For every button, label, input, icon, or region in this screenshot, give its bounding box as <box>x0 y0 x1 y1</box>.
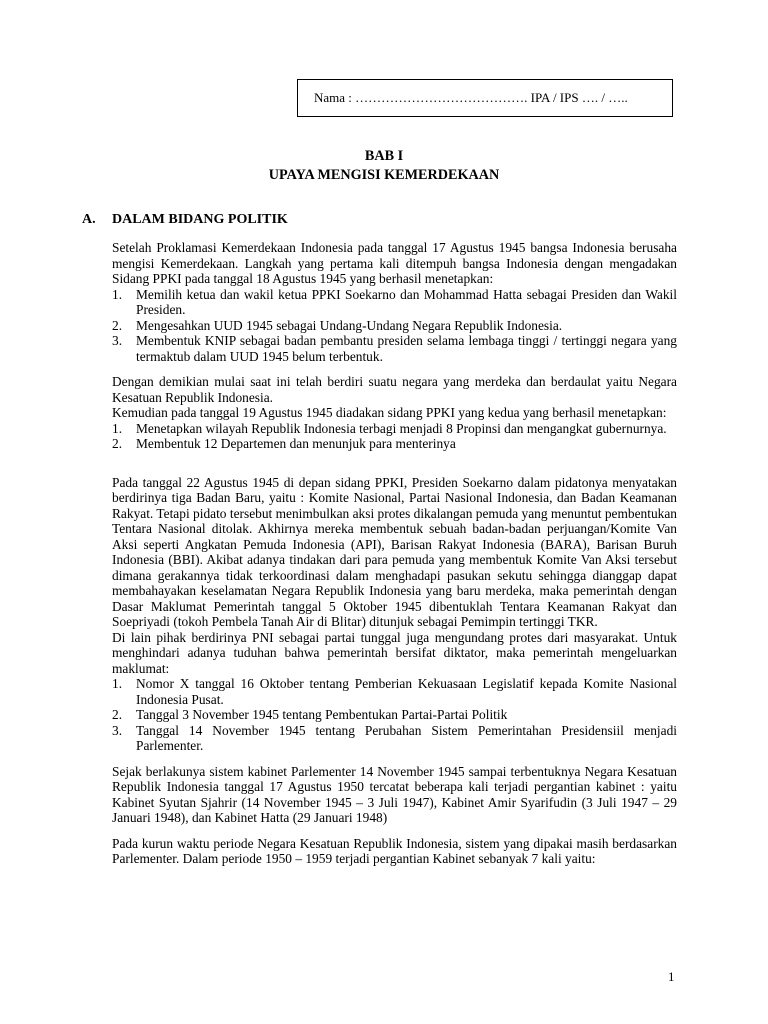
list-item-text: Nomor X tanggal 16 Oktober tentang Pemberian Kekuasaan Legislatif kepada Komite Nasional Indonesia Pusat. <box>136 676 677 707</box>
list-number: 2. <box>112 317 123 333</box>
list-number: 2. <box>112 436 123 451</box>
list-item <box>112 707 677 723</box>
list-item-text: Tanggal 3 November 1945 tentang Pembentukan Partai-Partai Politik <box>136 707 508 722</box>
numbered-list <box>112 287 677 365</box>
paragraph: Dengan demikian mulai saat ini telah berdiri suatu negara yang merdeka dan berdaulat yaitu Negara Kesatuan Republik Indonesia. <box>112 374 677 405</box>
paragraph: Pada kurun waktu periode Negara Kesatuan Republik Indonesia, sistem yang dipakai masih berdasarkan Parlementer. Dalam periode 1950 – 1959 terjadi pergantian Kabinet sebanyak 7 kali yaitu: <box>112 835 677 866</box>
list-item <box>112 287 677 318</box>
list-item <box>112 676 677 707</box>
numbered-list <box>112 421 677 452</box>
student-name-box <box>297 79 673 117</box>
student-name-field: Nama : …………………………………. IPA / IPS …. / ….. <box>314 90 628 106</box>
list-number: 3. <box>112 722 123 738</box>
list-item-text: Tanggal 14 November 1945 tentang Perubahan Sistem Pemerintahan Presidensiil menjadi Parlementer. <box>136 722 677 753</box>
list-number: 1. <box>112 676 123 691</box>
list-number: 2. <box>112 707 123 722</box>
numbered-list <box>112 676 677 754</box>
list-number: 1. <box>112 286 123 302</box>
list-item <box>112 723 677 754</box>
section-letter: A. <box>82 212 96 227</box>
list-item-text: Membentuk KNIP sebagai badan pembantu presiden selama lembaga tinggi / tertinggi negara yang termaktub dalam UUD 1945 belum terbentuk. <box>136 333 677 364</box>
list-item-text: Membentuk 12 Departemen dan menunjuk para menterinya <box>136 436 456 451</box>
list-item-text: Menetapkan wilayah Republik Indonesia terbagi menjadi 8 Propinsi dan mengangkat gubernurnya. <box>136 420 667 436</box>
list-item <box>112 333 677 364</box>
chapter-number: BAB I <box>364 148 404 164</box>
paragraph: Pada tanggal 22 Agustus 1945 di depan sidang PPKI, Presiden Soekarno dalam pidatonya menyatakan berdirinya tiga Badan Baru, yaitu : Komite Nasional, Partai Nasional Indonesia, dan Badan Keamanan Rakyat. Tetapi pidato tersebut menimbulkan aksi protes dikalangan pemuda yang menuntut pembentukan Tentara Nasional ditolak. Akhirnya mereka membentuk sebuah badan-badan perjuangan/Komite Van Aksi seperti Angkatan Pemuda Indonesia (API), Barisan Rakyat Indonesia (BARA), Barisan Buruh Indonesia (BBI). Akibat adanya tindakan dari para pemuda yang membentuk Komite Van Aksi tersebut dimana gerakannya tidak terkoordinasi dalam menghadapi pasukan sekutu sehingga dianggap dapat membahayakan keselamatan Negara Republik Indonesia yang baru merdeka, maka pemerintah dengan Dasar Maklumat Pemerintah tanggal 5 Oktober 1945 dibentuklah Tentara Keamanan Rakyat dan Soepriyadi (tokoh Pembela Tanah Air di Blitar) ditunjuk sebagai Pemimpin tertinggi TKR. <box>112 474 677 629</box>
list-item-text: Mengesahkan UUD 1945 sebagai Undang-Undang Negara Republik Indonesia. <box>136 317 563 333</box>
paragraph: Sejak berlakunya sistem kabinet Parlementer 14 November 1945 sampai terbentuknya Negara Kesatuan Republik Indonesia tanggal 17 Agustus 1950 tercatat beberapa kali terjadi pergantian kabinet : yaitu Kabinet Syutan Sjahrir (14 November 1945 – 3 Juli 1947), Kabinet Amir Syarifudin (3 Juli 1947 – 29 Januari 1948), dan Kabinet Hatta (29 Januari 1948) <box>112 763 677 825</box>
list-item <box>112 436 677 452</box>
paragraph: Setelah Proklamasi Kemerdekaan Indonesia pada tanggal 17 Agustus 1945 bangsa Indonesia berusaha mengisi Kemerdekaan. Langkah yang pertama kali ditempuh bangsa Indonesia dengan mengadakan Sidang PPKI pada tanggal 18 Agustus 1945 yang berhasil menetapkan: <box>112 240 677 286</box>
paragraph: Kemudian pada tanggal 19 Agustus 1945 diadakan sidang PPKI yang kedua yang berhasil menetapkan: <box>112 405 667 420</box>
list-item-text: Memilih ketua dan wakil ketua PPKI Soekarno dan Mohammad Hatta sebagai Presiden dan Wakil Presiden. <box>136 286 677 317</box>
section-title: DALAM BIDANG POLITIK <box>112 212 288 227</box>
list-number: 1. <box>112 420 123 436</box>
list-number: 3. <box>112 333 123 348</box>
chapter-title: UPAYA MENGISI KEMERDEKAAN <box>268 167 500 183</box>
paragraph: Di lain pihak berdirinya PNI sebagai partai tunggal juga mengundang protes dari masyarakat. Untuk menghindari adanya tuduhan bahwa pemerintah bersifat diktator, maka pemerintah mengeluarkan maklumat: <box>112 629 677 676</box>
list-item <box>112 421 677 437</box>
page-number: 1 <box>668 969 675 984</box>
document-body <box>112 240 677 867</box>
list-item <box>112 318 677 334</box>
section-heading <box>82 212 288 228</box>
